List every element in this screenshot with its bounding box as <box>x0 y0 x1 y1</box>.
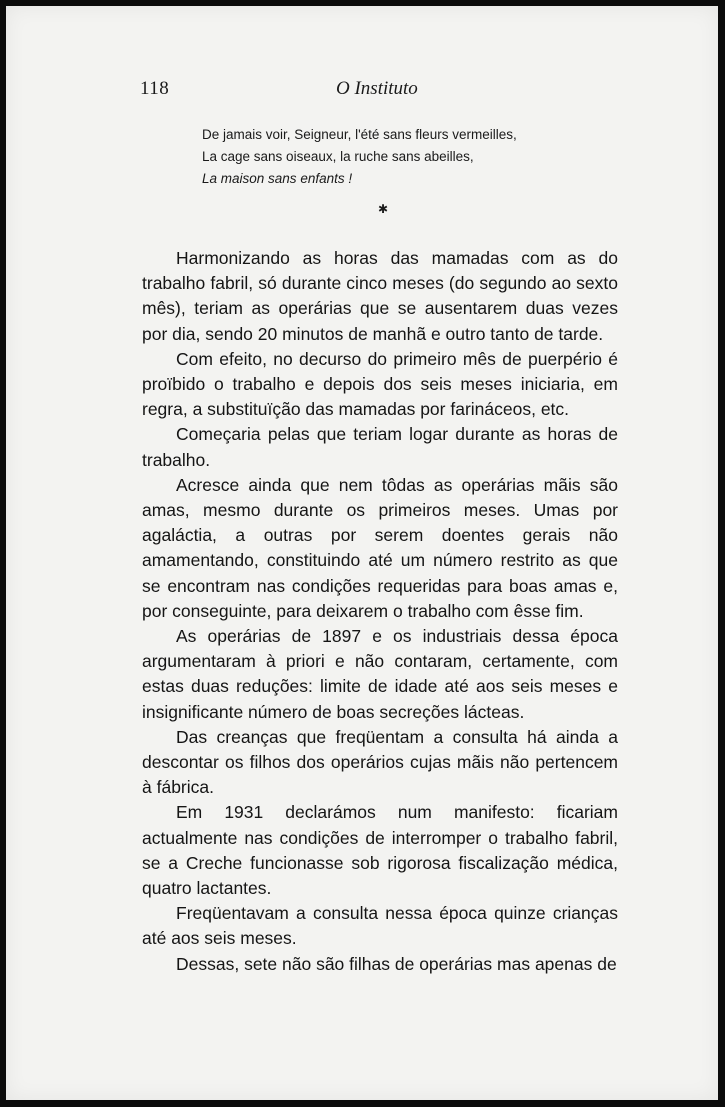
body-text <box>142 246 618 977</box>
paragraph-3: Começaria pelas que teriam logar durante as horas de trabalho. <box>142 424 618 470</box>
epigraph <box>202 124 622 190</box>
paragraph-9: Dessas, sete não são filhas de operárias mas apenas de <box>176 953 617 974</box>
page-number: 118 <box>140 78 170 99</box>
epigraph-line-3-end: ! <box>344 171 353 186</box>
paragraph-5: As operárias de 1897 e os industriais dessa época argumentaram à priori e não contaram, certamente, com estas duas reduções: limite de idade até aos seis meses e insignificante número de boas secreções lácteas. <box>142 626 618 722</box>
paragraph-6: Das creanças que freqüentam a consulta há ainda a descontar os filhos dos operários cujas mãis não pertencem à fábrica. <box>142 726 618 798</box>
book-page <box>6 6 718 1100</box>
asterisk-ornament-icon: ✱ <box>378 202 389 216</box>
paragraph-8: Freqüentavam a consulta nessa época quinze crianças até aos seis meses. <box>142 903 618 949</box>
epigraph-line-2: La cage sans oiseaux, la ruche sans abeilles, <box>202 149 474 164</box>
paragraph-4: Acresce ainda que nem tôdas as operárias mãis são amas, mesmo durante os primeiros meses. Umas por agaláctia, a outras por serem doentes gerais não amamentando, constituindo até um número restrito as que se encontram nas condições requeridas para boas amas e, por conseguinte, para deixarem o trabalho com êsse fim. <box>142 474 618 621</box>
paragraph-1: Harmonizando as horas das mamadas com as do trabalho fabril, só durante cinco meses (do segundo ao sexto mês), teriam as operárias que se ausentarem duas vezes por dia, sendo 20 minutos de manhã e outro tanto de tarde. <box>142 248 618 344</box>
epigraph-line-3-start: La maison sans <box>202 171 301 186</box>
epigraph-line-3 <box>202 168 622 190</box>
epigraph-line-1: De jamais voir, Seigneur, l'été sans fleurs vermeilles, <box>202 127 517 142</box>
paragraph-7: Em 1931 declarámos num manifesto: ficariam actualmente nas condições de interromper o trabalho fabril, se a Creche funcionasse sob rigorosa fiscalização médica, quatro lactantes. <box>142 802 618 899</box>
paragraph-2: Com efeito, no decurso do primeiro mês de puerpério é proïbido o trabalho e depois dos seis meses iniciaria, em regra, a substituïção das mamadas por farináceos, etc. <box>142 348 618 420</box>
page-header <box>140 78 620 108</box>
epigraph-line-3-emphasis: enfants <box>300 171 345 186</box>
running-title: O Instituto <box>336 78 418 99</box>
